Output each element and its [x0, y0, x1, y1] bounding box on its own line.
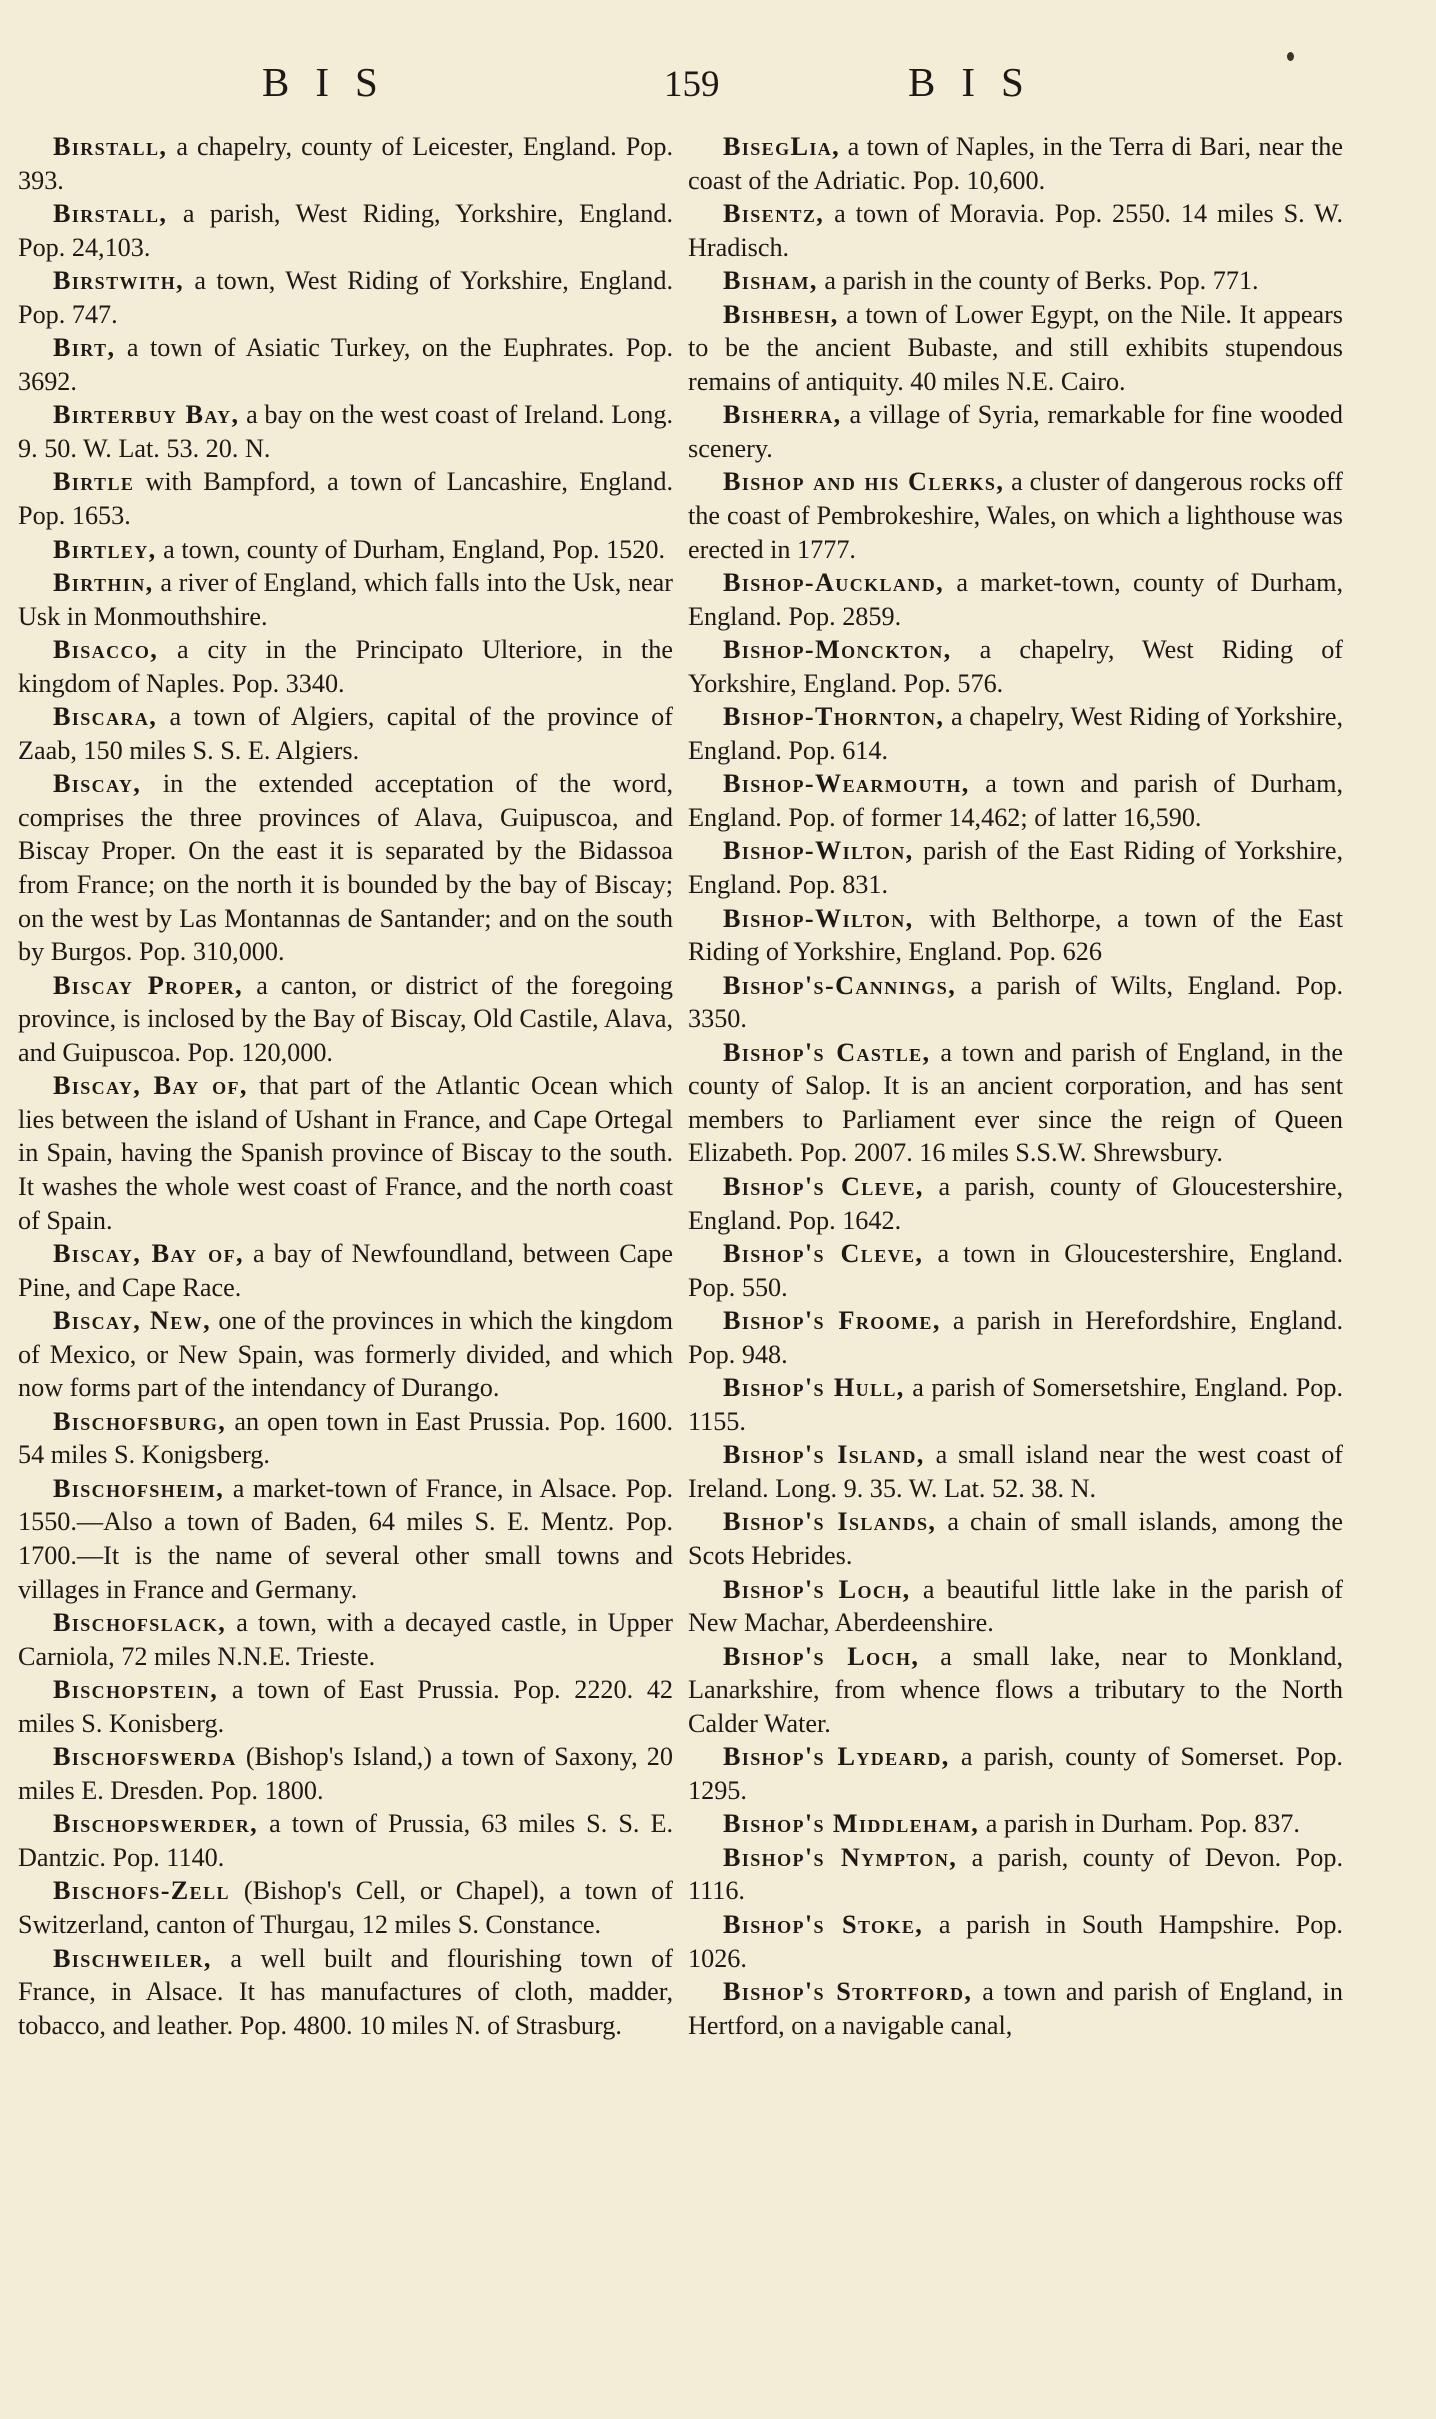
gazetteer-entry	[688, 264, 1343, 298]
gazetteer-entry	[18, 130, 673, 197]
entry-headword: Bishop-Wilton,	[723, 903, 914, 933]
entry-text: one of the provinces in which the kingdom of Mexico, or New Spain, was formerly divided, and which now forms part of the intendancy of Durango.	[18, 1306, 674, 1403]
gazetteer-entry	[18, 1069, 673, 1237]
entry-text: a parish, county of Devon. Pop. 1116.	[688, 1842, 1343, 1906]
running-head-right: BIS	[908, 59, 1050, 105]
gazetteer-entry	[18, 1874, 673, 1941]
gazetteer-entry	[688, 1908, 1343, 1975]
entry-headword: Bishop-Auckland,	[723, 568, 945, 598]
gazetteer-entry	[688, 1807, 1343, 1841]
gazetteer-entry	[18, 633, 673, 700]
entry-text: a town of Algiers, capital of the province of Zaab, 150 miles S. S. E. Algiers.	[18, 702, 673, 765]
gazetteer-entry	[688, 1841, 1343, 1908]
entry-text: a parish of Wilts, England. Pop. 3350.	[688, 970, 1344, 1034]
gazetteer-entry	[18, 1673, 673, 1740]
entry-text: a town of Prussia, 63 miles S. S. E. Dantzic. Pop. 1140.	[18, 1809, 673, 1872]
gazetteer-entry	[18, 1807, 673, 1874]
gazetteer-entry	[688, 633, 1343, 700]
entry-headword: Bishop-Wearmouth,	[723, 769, 970, 799]
entry-text: a parish in the county of Berks. Pop. 771.	[824, 266, 1259, 296]
gazetteer-entry	[688, 1640, 1343, 1741]
entry-headword: Bishop's Castle,	[723, 1037, 931, 1067]
gazetteer-entry	[18, 1237, 673, 1304]
entry-headword: Birterbuy Bay,	[53, 400, 240, 430]
entry-text: a market-town of France, in Alsace. Pop. 1550.—Also a town of Baden, 64 miles S. E. Mentz. Pop. 1700.—It is the name of several other small towns and villages in France and Germany.	[18, 1473, 673, 1604]
gazetteer-entry	[18, 398, 673, 465]
entry-headword: Bisham,	[723, 266, 818, 296]
entry-text: a small lake, near to Monkland, Lanarkshire, from whence flows a tributary to the North Calder Water.	[688, 1641, 1343, 1738]
gazetteer-entry	[688, 298, 1343, 399]
entry-headword: Bishop's Froome,	[723, 1306, 941, 1336]
entry-headword: Biscay, Bay of,	[53, 1239, 244, 1269]
entry-headword: Bishop's-Cannings,	[723, 970, 957, 1000]
entry-headword: Bischofswerda	[53, 1742, 237, 1772]
entry-text: a bay on the west coast of Ireland. Long. 9. 50. W. Lat. 53. 20. N.	[18, 400, 674, 463]
entry-headword: Biscay Proper,	[53, 970, 244, 1000]
entry-headword: Bishop's Cleve,	[723, 1239, 924, 1269]
entry-headword: Bishop's Cleve,	[723, 1171, 924, 1201]
entry-text: that part of the Atlantic Ocean which lies between the island of Ushant in France, and Cape Ortegal in Spain, having the Spanish province of Biscay to the south. It washes the whole west coast of France, and the north coast of Spain.	[18, 1071, 673, 1235]
entry-headword: Biscara,	[53, 702, 158, 732]
gazetteer-entry	[18, 331, 673, 398]
entry-text: parish of the East Riding of Yorkshire, England. Pop. 831.	[688, 836, 1343, 900]
entry-text: a market-town, county of Durham, England. Pop. 2859.	[688, 568, 1344, 631]
entry-headword: Birstall,	[53, 132, 168, 161]
entry-text: a town of East Prussia. Pop. 2220. 42 miles S. Konisberg.	[18, 1675, 674, 1738]
entry-text: a chapelry, West Riding of Yorkshire, England. Pop. 614.	[688, 702, 1343, 765]
entry-headword: Birtle	[53, 467, 135, 497]
entry-headword: Biscay, New,	[53, 1306, 212, 1336]
entry-text: a well built and flourishing town of France, in Alsace. It has manufactures of cloth, madder, tobacco, and leather. Pop. 4800. 10 miles N. of Strasburg.	[18, 1943, 673, 2040]
entry-text: a parish in Durham. Pop. 837.	[985, 1809, 1300, 1839]
gazetteer-entry	[688, 700, 1343, 767]
gazetteer-entry	[688, 1505, 1343, 1572]
running-head-left: BIS	[262, 59, 404, 105]
entry-headword: Bishop's Islands,	[723, 1507, 937, 1537]
entry-text: a town, West Riding of Yorkshire, England. Pop. 747.	[18, 266, 674, 329]
entry-text: a city in the Principato Ulteriore, in the kingdom of Naples. Pop. 3340.	[18, 635, 674, 698]
entry-headword: Birthin,	[53, 568, 154, 598]
entry-text: with Bampford, a town of Lancashire, England. Pop. 1653.	[18, 467, 674, 531]
gazetteer-entry	[18, 533, 673, 567]
entry-headword: Birstall,	[53, 199, 168, 229]
entry-headword: BisegLia,	[723, 132, 841, 161]
entry-text: a parish, county of Somerset. Pop. 1295.	[688, 1742, 1343, 1805]
entry-headword: Birt,	[53, 333, 116, 363]
page-number: 159	[664, 64, 720, 105]
entry-text: a town of Asiatic Turkey, on the Euphrates. Pop. 3692.	[18, 333, 674, 396]
entry-headword: Bisacco,	[53, 635, 159, 665]
entry-headword: Bischweiler,	[53, 1943, 212, 1973]
entry-text: (Bishop's Cell, or Chapel), a town of Switzerland, canton of Thurgau, 12 miles S. Constance.	[18, 1876, 673, 1939]
gazetteer-entry	[18, 1304, 673, 1405]
entry-headword: Bishop's Stortford,	[723, 1977, 973, 2007]
entry-headword: Bishop-Monckton,	[723, 635, 952, 665]
entry-headword: Bischofs-Zell	[53, 1876, 230, 1906]
left-column	[18, 130, 673, 2042]
entry-headword: Birtley,	[53, 534, 157, 564]
gazetteer-entry	[18, 1740, 673, 1807]
entry-text: a town of Moravia. Pop. 2550. 14 miles S. W. Hradisch.	[688, 199, 1343, 262]
entry-headword: Biscay, Bay of,	[53, 1071, 248, 1101]
entry-text: a town, county of Durham, England, Pop. 1520.	[163, 534, 666, 564]
entry-text: with Belthorpe, a town of the East Riding of Yorkshire, England. Pop. 626	[688, 903, 1344, 967]
entry-text: a town and parish of England, in the county of Salop. It is an ancient corporation, and has sent members to Parliament ever since the reign of Queen Elizabeth. Pop. 2007. 16 miles S.S.W. Shrewsbury.	[688, 1037, 1344, 1168]
entry-text: a chapelry, West Riding of Yorkshire, England. Pop. 576.	[688, 635, 1344, 698]
entry-headword: Bisherra,	[723, 400, 842, 430]
gazetteer-entry	[688, 197, 1343, 264]
entry-text: a parish, county of Gloucestershire, England. Pop. 1642.	[688, 1171, 1343, 1235]
gazetteer-entry	[18, 465, 673, 532]
entry-headword: Bishop-Wilton,	[723, 836, 914, 866]
entry-headword: Bishop's Loch,	[723, 1641, 920, 1671]
entry-headword: Bishop and his Clerks,	[723, 467, 1005, 497]
entry-text: a town of Naples, in the Terra di Bari, near the coast of the Adriatic. Pop. 10,600.	[688, 132, 1344, 195]
gazetteer-entry	[688, 1304, 1343, 1371]
right-column	[688, 130, 1343, 2042]
entry-text: a bay of Newfoundland, between Cape Pine, and Cape Race.	[18, 1239, 674, 1302]
gazetteer-entry	[688, 566, 1343, 633]
entry-text: a chain of small islands, among the Scots Hebrides.	[688, 1507, 1343, 1570]
entry-text: a river of England, which falls into the Usk, near Usk in Monmouthshire.	[18, 568, 674, 631]
entry-headword: Birstwith,	[53, 266, 185, 296]
gazetteer-entry	[18, 700, 673, 767]
entry-headword: Bishop's Stoke,	[723, 1909, 924, 1939]
gazetteer-entry	[688, 1170, 1343, 1237]
entry-text: a canton, or district of the foregoing province, is inclosed by the Bay of Biscay, Old Castile, Alava, and Guipuscoa. Pop. 120,000.	[18, 970, 673, 1067]
entry-text: in the extended acceptation of the word, comprises the three provinces of Alava, Guipuscoa, and Biscay Proper. On the east it is separated by the Bidassoa from France; on the north it is bounded by the bay of Biscay; on the west by Las Montannas de Santander; and on the south by Burgos. Pop. 310,000.	[18, 769, 673, 967]
gazetteer-entry	[18, 1606, 673, 1673]
entry-text: a town and parish of England, in Hertford, on a navigable canal,	[688, 1977, 1344, 2040]
gazetteer-entry	[688, 834, 1343, 901]
entry-headword: Bishop-Thornton,	[723, 702, 945, 732]
gazetteer-entry	[688, 1975, 1343, 2042]
entry-headword: Bischofsheim,	[53, 1473, 225, 1503]
gazetteer-entry	[688, 1371, 1343, 1438]
entry-text: a parish in South Hampshire. Pop. 1026.	[688, 1909, 1343, 1973]
entry-headword: Bishbesh,	[723, 299, 839, 329]
entry-headword: Bishop's Island,	[723, 1440, 925, 1470]
gazetteer-entry	[18, 1405, 673, 1472]
gazetteer-entry	[688, 465, 1343, 566]
entry-text: a town in Gloucestershire, England. Pop. 550.	[688, 1239, 1344, 1302]
gazetteer-entry	[688, 767, 1343, 834]
entry-text: (Bishop's Island,) a town of Saxony, 20 miles E. Dresden. Pop. 1800.	[18, 1742, 673, 1805]
entry-text: a town, with a decayed castle, in Upper Carniola, 72 miles N.N.E. Trieste.	[18, 1608, 674, 1671]
entry-text: an open town in East Prussia. Pop. 1600. 54 miles S. Konigsberg.	[18, 1406, 673, 1470]
entry-text: a village of Syria, remarkable for fine wooded scenery.	[688, 400, 1344, 463]
entry-text: a parish of Somersetshire, England. Pop. 1155.	[688, 1373, 1344, 1436]
gazetteer-entry	[688, 1036, 1343, 1170]
gazetteer-entry	[18, 969, 673, 1070]
entry-headword: Bisentz,	[723, 199, 825, 229]
gazetteer-entry	[688, 969, 1343, 1036]
entry-headword: Bischopswerder,	[53, 1809, 259, 1839]
ink-speck	[1287, 52, 1294, 61]
gazetteer-entry	[18, 264, 673, 331]
entry-text: a town and parish of Durham, England. Pop. of former 14,462; of latter 16,590.	[688, 769, 1343, 832]
gazetteer-entry	[688, 1438, 1343, 1505]
entry-headword: Bischofslack,	[53, 1608, 227, 1638]
entry-text: a small island near the west coast of Ireland. Long. 9. 35. W. Lat. 52. 38. N.	[688, 1440, 1344, 1503]
entry-text: a cluster of dangerous rocks off the coast of Pembrokeshire, Wales, on which a lighthouse was erected in 1777.	[688, 467, 1343, 564]
gazetteer-entry	[688, 1740, 1343, 1807]
gazetteer-entry	[688, 902, 1343, 969]
entry-headword: Bishop's Middleham,	[723, 1809, 980, 1839]
gazetteer-entry	[18, 767, 673, 968]
entry-headword: Bishop's Hull,	[723, 1373, 905, 1403]
gazetteer-entry	[18, 197, 673, 264]
gazetteer-entry	[688, 1573, 1343, 1640]
entry-headword: Bishop's Loch,	[723, 1574, 911, 1604]
gazetteer-entry	[688, 398, 1343, 465]
entry-text: a parish in Herefordshire, England. Pop. 948.	[688, 1306, 1343, 1369]
entry-text: a chapelry, county of Leicester, England. Pop. 393.	[18, 132, 673, 195]
gazetteer-entry	[18, 1472, 673, 1606]
gazetteer-entry	[18, 566, 673, 633]
entry-headword: Biscay,	[53, 769, 142, 799]
entry-headword: Bischopstein,	[53, 1675, 219, 1705]
entry-text: a parish, West Riding, Yorkshire, England. Pop. 24,103.	[18, 199, 674, 262]
gazetteer-entry	[688, 130, 1343, 197]
entry-text: a beautiful little lake in the parish of New Machar, Aberdeenshire.	[688, 1574, 1343, 1638]
gazetteer-entry	[688, 1237, 1343, 1304]
entry-text: a town of Lower Egypt, on the Nile. It appears to be the ancient Bubaste, and still exhibits stupendous remains of antiquity. 40 miles N.E. Cairo.	[688, 299, 1343, 396]
entry-headword: Bischofsburg,	[53, 1406, 227, 1436]
entry-headword: Bishop's Nympton,	[723, 1842, 958, 1872]
entry-headword: Bishop's Lydeard,	[723, 1742, 950, 1772]
gazetteer-entry	[18, 1942, 673, 2043]
